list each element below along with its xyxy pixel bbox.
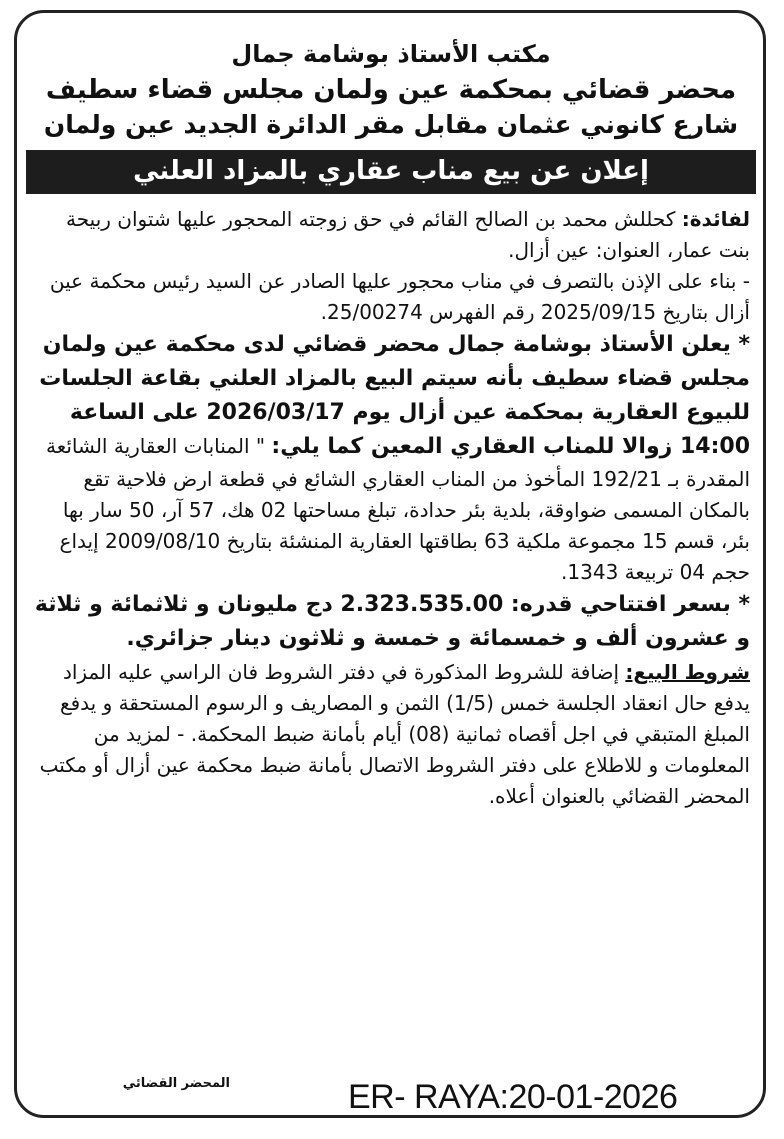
beneficiary-paragraph — [32, 204, 750, 266]
price-paragraph — [32, 588, 750, 656]
beneficiary-label: لفائدة: — [681, 206, 750, 231]
conditions-text: إضافة للشروط المذكورة في دفتر الشروط فان الراسي عليه المزاد يدفع حال انعقاد الجلسة خمس (1/5) الثمن و المصاريف و الرسوم المستحقة و يدفع المبلغ المتبقي في اجل أقصاه ثمانية (08) أيام بأمانة ضبط المحكمة. - لمزيد من المعلومات و للاطلاع على دفتر الشروط الاتصال بأمانة ضبط محكمة عين أزال أو مكتب المحضر القضائي بالعنوان أعلاه. — [39, 659, 750, 808]
notice-body — [32, 204, 750, 812]
property-description: " المنابات العقارية الشائعة المقدرة بـ 192/21 المأخوذ من المناب العقاري الشائع في قطعة ارض فلاحية تقع بالمكان المسمى ضواوقة، بلدية بئر حدادة، تبلغ مساحتها 02 هك، 57 آر، 50 سار بها بئر، قسم 15 مجموعة ملكية 63 بطاقتها العقارية المنشئة بتاريخ 2009/08/10 إيداع حجم 04 تربيعة 1343. — [45, 434, 750, 585]
notice-content — [32, 40, 750, 812]
newspaper-source: ER- RAYA:20-01-2026 — [348, 1078, 678, 1116]
price-amount: 2.323.535.00 — [340, 592, 504, 618]
bailiff-title: محضر قضائي بمحكمة عين ولمان مجلس قضاء سطيف — [45, 74, 737, 105]
conditions-paragraph — [32, 657, 750, 812]
announcement-paragraph — [32, 328, 750, 588]
notice-footer — [32, 1072, 750, 1122]
price-label: * بسعر افتتاحي قدره: — [503, 592, 750, 618]
notice-banner: إعلان عن بيع مناب عقاري بالمزاد العلني — [26, 150, 756, 194]
authorization-text: - بناء على الإذن بالتصرف في مناب محجور عليها الصادر عن السيد رئيس محكمة عين أزال بتاريخ 2025/09/15 رقم الفهرس 25/00274. — [49, 268, 750, 324]
bailiff-signature: المحضر القضائي — [122, 1076, 230, 1091]
office-name: مكتب الأستاذ بوشامة جمال — [231, 40, 551, 68]
price-words: دج مليونان و ثلاثمائة و ثلاثة و عشرون ألف و خمسمائة و خمسة و ثلاثون دينار جزائري. — [34, 592, 750, 652]
office-address: شارع كانوني عثمان مقابل مقر الدائرة الجديد عين ولمان — [43, 109, 739, 139]
conditions-label: شروط البيع: — [625, 659, 750, 684]
authorization-paragraph — [32, 266, 750, 328]
beneficiary-text: كحللش محمد بن الصالح القائم في حق زوجته المحجور عليها شتوان ربيحة بنت عمار، العنوان: عين أزال. — [66, 206, 750, 262]
announcement-text: * يعلن الأستاذ بوشامة جمال محضر قضائي لدى محكمة عين ولمان مجلس قضاء سطيف بأنه سيتم البيع بالمزاد العلني بقاعة الجلسات للبيوع العقارية بمحكمة عين أزال يوم 2026/03/17 على الساعة 14:00 زوالا للمناب العقاري المعين كما يلي: — [39, 331, 750, 460]
